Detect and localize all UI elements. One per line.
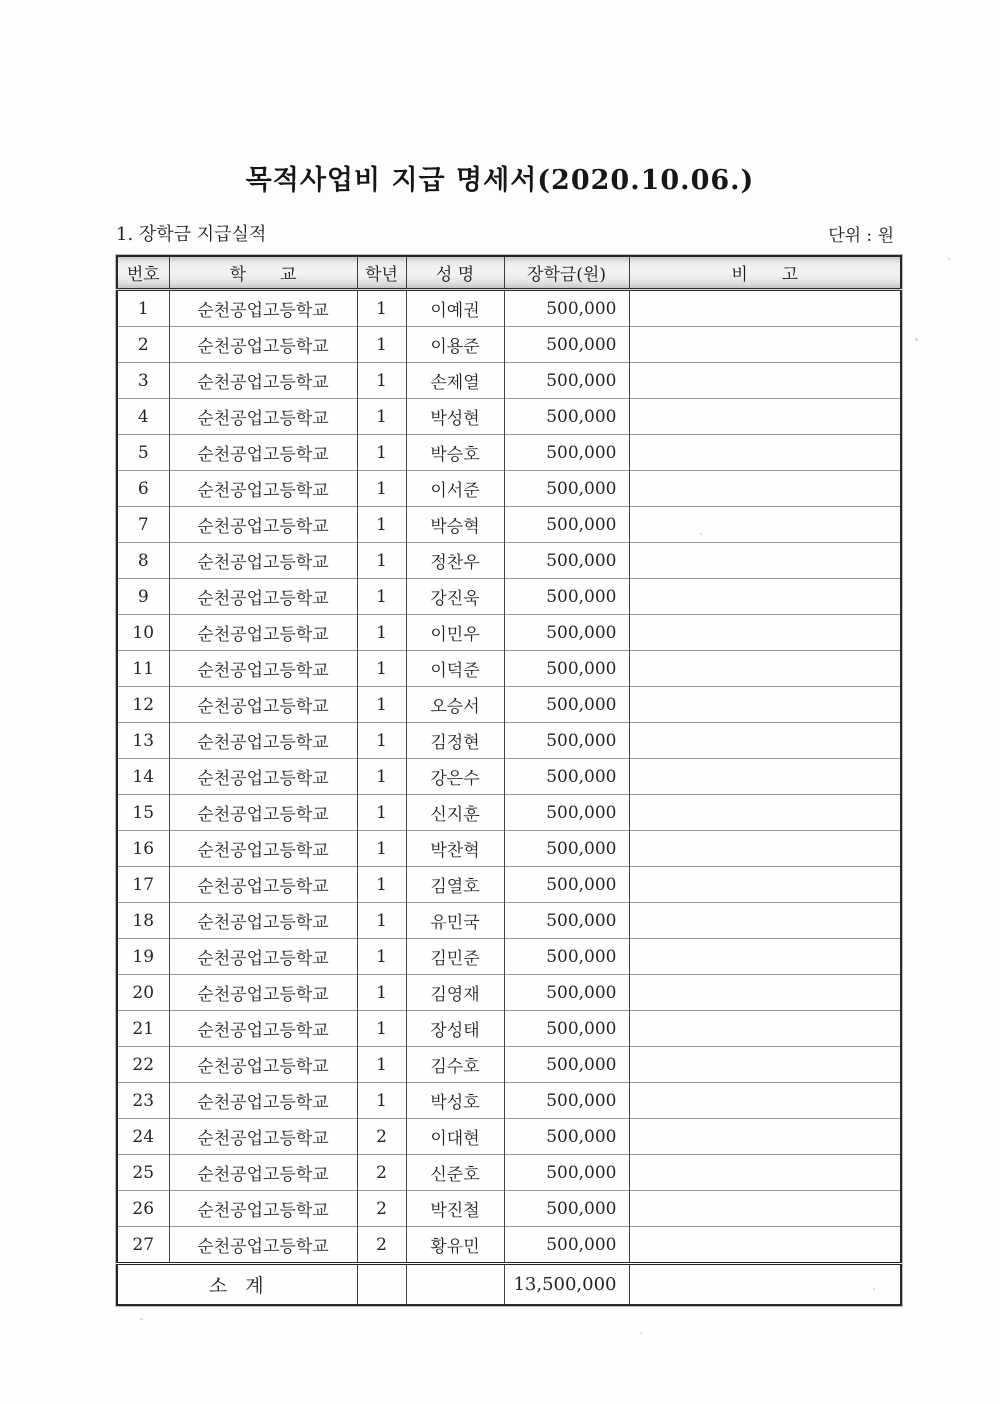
cell-school: 순천공업고등학교 bbox=[169, 1191, 357, 1227]
table-row bbox=[117, 903, 901, 939]
cell-amount: 500,000 bbox=[504, 975, 629, 1011]
cell-amount: 500,000 bbox=[504, 579, 629, 615]
cell-school: 순천공업고등학교 bbox=[169, 615, 357, 651]
cell-amount: 500,000 bbox=[504, 471, 629, 507]
cell-note bbox=[629, 831, 901, 867]
cell-school: 순천공업고등학교 bbox=[169, 1119, 357, 1155]
cell-school: 순천공업고등학교 bbox=[169, 543, 357, 579]
subtotal-label: 소 계 bbox=[117, 1264, 357, 1306]
cell-grade: 1 bbox=[357, 975, 406, 1011]
cell-grade: 1 bbox=[357, 471, 406, 507]
cell-amount: 500,000 bbox=[504, 759, 629, 795]
table-row bbox=[117, 1011, 901, 1047]
cell-name: 정찬우 bbox=[406, 543, 504, 579]
cell-name: 신지훈 bbox=[406, 795, 504, 831]
table-row bbox=[117, 939, 901, 975]
cell-no: 15 bbox=[117, 795, 169, 831]
cell-grade: 1 bbox=[357, 1011, 406, 1047]
table-row bbox=[117, 795, 901, 831]
cell-amount: 500,000 bbox=[504, 363, 629, 399]
cell-grade: 1 bbox=[357, 759, 406, 795]
cell-no: 23 bbox=[117, 1083, 169, 1119]
cell-school: 순천공업고등학교 bbox=[169, 795, 357, 831]
cell-note bbox=[629, 759, 901, 795]
cell-school: 순천공업고등학교 bbox=[169, 1155, 357, 1191]
cell-school: 순천공업고등학교 bbox=[169, 1047, 357, 1083]
header-name: 성 명 bbox=[406, 256, 504, 290]
cell-school: 순천공업고등학교 bbox=[169, 363, 357, 399]
cell-amount: 500,000 bbox=[504, 327, 629, 363]
cell-no: 5 bbox=[117, 435, 169, 471]
cell-note bbox=[629, 1119, 901, 1155]
cell-no: 10 bbox=[117, 615, 169, 651]
cell-note bbox=[629, 327, 901, 363]
cell-no: 8 bbox=[117, 543, 169, 579]
cell-school: 순천공업고등학교 bbox=[169, 579, 357, 615]
cell-name: 김영재 bbox=[406, 975, 504, 1011]
cell-amount: 500,000 bbox=[504, 1155, 629, 1191]
table-row bbox=[117, 615, 901, 651]
cell-no: 3 bbox=[117, 363, 169, 399]
cell-amount: 500,000 bbox=[504, 831, 629, 867]
cell-school: 순천공업고등학교 bbox=[169, 867, 357, 903]
table-row bbox=[117, 579, 901, 615]
cell-note bbox=[629, 399, 901, 435]
cell-note bbox=[629, 363, 901, 399]
cell-note bbox=[629, 543, 901, 579]
cell-note bbox=[629, 1011, 901, 1047]
table-row bbox=[117, 1047, 901, 1083]
cell-no: 27 bbox=[117, 1227, 169, 1264]
cell-grade: 2 bbox=[357, 1119, 406, 1155]
table-row bbox=[117, 1191, 901, 1227]
cell-school: 순천공업고등학교 bbox=[169, 507, 357, 543]
scan-speck bbox=[700, 533, 702, 535]
cell-no: 9 bbox=[117, 579, 169, 615]
unit-label: 단위 : 원 bbox=[828, 226, 894, 246]
header-grade: 학년 bbox=[357, 256, 406, 290]
cell-note bbox=[629, 1047, 901, 1083]
cell-grade: 1 bbox=[357, 615, 406, 651]
cell-amount: 500,000 bbox=[504, 687, 629, 723]
cell-no: 25 bbox=[117, 1155, 169, 1191]
cell-note bbox=[629, 687, 901, 723]
cell-school: 순천공업고등학교 bbox=[169, 1011, 357, 1047]
table-row bbox=[117, 471, 901, 507]
cell-note bbox=[629, 1227, 901, 1264]
table-row bbox=[117, 975, 901, 1011]
table-footer bbox=[117, 1264, 901, 1306]
cell-name: 박성호 bbox=[406, 1083, 504, 1119]
cell-note bbox=[629, 435, 901, 471]
cell-name: 이대현 bbox=[406, 1119, 504, 1155]
cell-amount: 500,000 bbox=[504, 1083, 629, 1119]
cell-school: 순천공업고등학교 bbox=[169, 290, 357, 327]
table-row bbox=[117, 867, 901, 903]
cell-grade: 1 bbox=[357, 795, 406, 831]
cell-note bbox=[629, 290, 901, 327]
cell-name: 오승서 bbox=[406, 687, 504, 723]
cell-name: 손제열 bbox=[406, 363, 504, 399]
cell-note bbox=[629, 1155, 901, 1191]
cell-no: 4 bbox=[117, 399, 169, 435]
cell-no: 19 bbox=[117, 939, 169, 975]
cell-amount: 500,000 bbox=[504, 399, 629, 435]
cell-school: 순천공업고등학교 bbox=[169, 1227, 357, 1264]
cell-amount: 500,000 bbox=[504, 867, 629, 903]
cell-name: 이예권 bbox=[406, 290, 504, 327]
scan-speck bbox=[640, 1332, 642, 1334]
cell-note bbox=[629, 615, 901, 651]
cell-amount: 500,000 bbox=[504, 651, 629, 687]
cell-amount: 500,000 bbox=[504, 939, 629, 975]
cell-no: 6 bbox=[117, 471, 169, 507]
table-body bbox=[117, 290, 901, 1264]
table-header bbox=[117, 256, 901, 290]
cell-name: 박승혁 bbox=[406, 507, 504, 543]
table-row bbox=[117, 651, 901, 687]
cell-no: 26 bbox=[117, 1191, 169, 1227]
cell-no: 20 bbox=[117, 975, 169, 1011]
cell-name: 황유민 bbox=[406, 1227, 504, 1264]
cell-amount: 500,000 bbox=[504, 903, 629, 939]
cell-note bbox=[629, 795, 901, 831]
cell-name: 유민국 bbox=[406, 903, 504, 939]
cell-school: 순천공업고등학교 bbox=[169, 399, 357, 435]
table-row bbox=[117, 399, 901, 435]
cell-no: 21 bbox=[117, 1011, 169, 1047]
cell-amount: 500,000 bbox=[504, 1011, 629, 1047]
cell-name: 이덕준 bbox=[406, 651, 504, 687]
cell-name: 박진철 bbox=[406, 1191, 504, 1227]
cell-name: 김정현 bbox=[406, 723, 504, 759]
cell-school: 순천공업고등학교 bbox=[169, 651, 357, 687]
cell-grade: 2 bbox=[357, 1155, 406, 1191]
cell-no: 1 bbox=[117, 290, 169, 327]
table-row bbox=[117, 831, 901, 867]
section-header bbox=[116, 220, 900, 246]
cell-grade: 1 bbox=[357, 507, 406, 543]
table-row bbox=[117, 1155, 901, 1191]
cell-note bbox=[629, 1083, 901, 1119]
cell-amount: 500,000 bbox=[504, 723, 629, 759]
cell-school: 순천공업고등학교 bbox=[169, 723, 357, 759]
cell-grade: 1 bbox=[357, 435, 406, 471]
cell-name: 이서준 bbox=[406, 471, 504, 507]
subtotal-row bbox=[117, 1264, 901, 1306]
cell-amount: 500,000 bbox=[504, 435, 629, 471]
cell-grade: 1 bbox=[357, 290, 406, 327]
cell-name: 신준호 bbox=[406, 1155, 504, 1191]
cell-grade: 1 bbox=[357, 579, 406, 615]
cell-grade: 1 bbox=[357, 1083, 406, 1119]
cell-amount: 500,000 bbox=[504, 1191, 629, 1227]
cell-note bbox=[629, 579, 901, 615]
cell-no: 11 bbox=[117, 651, 169, 687]
table-row bbox=[117, 435, 901, 471]
header-amount: 장학금(원) bbox=[504, 256, 629, 290]
section-heading: 1. 장학금 지급실적 bbox=[116, 224, 267, 245]
cell-name: 김열호 bbox=[406, 867, 504, 903]
cell-grade: 1 bbox=[357, 651, 406, 687]
cell-note bbox=[629, 507, 901, 543]
cell-amount: 500,000 bbox=[504, 507, 629, 543]
cell-name: 이용준 bbox=[406, 327, 504, 363]
cell-grade: 1 bbox=[357, 399, 406, 435]
scan-speck bbox=[873, 1288, 875, 1290]
cell-name: 박찬혁 bbox=[406, 831, 504, 867]
cell-note bbox=[629, 723, 901, 759]
cell-no: 12 bbox=[117, 687, 169, 723]
document-title: 목적사업비 지급 명세서(2020.10.06.) bbox=[245, 165, 755, 196]
cell-grade: 1 bbox=[357, 867, 406, 903]
cell-amount: 500,000 bbox=[504, 543, 629, 579]
scan-speck bbox=[140, 1318, 143, 1320]
table-row bbox=[117, 507, 901, 543]
cell-no: 18 bbox=[117, 903, 169, 939]
cell-school: 순천공업고등학교 bbox=[169, 435, 357, 471]
cell-name: 이민우 bbox=[406, 615, 504, 651]
table-row bbox=[117, 1083, 901, 1119]
table-row bbox=[117, 759, 901, 795]
cell-name: 강은수 bbox=[406, 759, 504, 795]
cell-name: 박성현 bbox=[406, 399, 504, 435]
cell-note bbox=[629, 939, 901, 975]
cell-name: 박승호 bbox=[406, 435, 504, 471]
cell-grade: 1 bbox=[357, 687, 406, 723]
cell-school: 순천공업고등학교 bbox=[169, 975, 357, 1011]
cell-amount: 500,000 bbox=[504, 1047, 629, 1083]
table-row bbox=[117, 723, 901, 759]
cell-name: 김민준 bbox=[406, 939, 504, 975]
subtotal-amount: 13,500,000 bbox=[504, 1264, 629, 1306]
cell-school: 순천공업고등학교 bbox=[169, 939, 357, 975]
cell-grade: 1 bbox=[357, 363, 406, 399]
subtotal-name-cell bbox=[406, 1264, 504, 1306]
cell-school: 순천공업고등학교 bbox=[169, 327, 357, 363]
table-row bbox=[117, 687, 901, 723]
cell-amount: 500,000 bbox=[504, 615, 629, 651]
cell-note bbox=[629, 651, 901, 687]
cell-amount: 500,000 bbox=[504, 1119, 629, 1155]
cell-grade: 1 bbox=[357, 831, 406, 867]
cell-no: 24 bbox=[117, 1119, 169, 1155]
table-row bbox=[117, 363, 901, 399]
cell-name: 강진욱 bbox=[406, 579, 504, 615]
scan-speck bbox=[948, 258, 950, 260]
cell-grade: 1 bbox=[357, 327, 406, 363]
cell-school: 순천공업고등학교 bbox=[169, 831, 357, 867]
table-row bbox=[117, 1119, 901, 1155]
cell-no: 2 bbox=[117, 327, 169, 363]
cell-grade: 1 bbox=[357, 543, 406, 579]
cell-grade: 1 bbox=[357, 1047, 406, 1083]
cell-grade: 1 bbox=[357, 903, 406, 939]
table-row bbox=[117, 1227, 901, 1264]
scholarship-table bbox=[116, 255, 902, 1306]
cell-school: 순천공업고등학교 bbox=[169, 759, 357, 795]
cell-school: 순천공업고등학교 bbox=[169, 471, 357, 507]
subtotal-grade-cell bbox=[357, 1264, 406, 1306]
cell-grade: 2 bbox=[357, 1191, 406, 1227]
header-note: 비 고 bbox=[629, 256, 901, 290]
cell-no: 14 bbox=[117, 759, 169, 795]
header-school: 학 교 bbox=[169, 256, 357, 290]
scan-speck bbox=[915, 338, 918, 341]
cell-no: 13 bbox=[117, 723, 169, 759]
header-row bbox=[117, 256, 901, 290]
cell-no: 16 bbox=[117, 831, 169, 867]
table-row bbox=[117, 327, 901, 363]
cell-amount: 500,000 bbox=[504, 1227, 629, 1264]
cell-note bbox=[629, 867, 901, 903]
cell-amount: 500,000 bbox=[504, 290, 629, 327]
cell-note bbox=[629, 1191, 901, 1227]
cell-note bbox=[629, 471, 901, 507]
table-row bbox=[117, 543, 901, 579]
header-no: 번호 bbox=[117, 256, 169, 290]
cell-school: 순천공업고등학교 bbox=[169, 1083, 357, 1119]
cell-no: 22 bbox=[117, 1047, 169, 1083]
cell-note bbox=[629, 975, 901, 1011]
cell-name: 김수호 bbox=[406, 1047, 504, 1083]
cell-grade: 1 bbox=[357, 723, 406, 759]
cell-grade: 1 bbox=[357, 939, 406, 975]
cell-note bbox=[629, 903, 901, 939]
cell-school: 순천공업고등학교 bbox=[169, 687, 357, 723]
cell-no: 17 bbox=[117, 867, 169, 903]
table-row bbox=[117, 290, 901, 327]
cell-school: 순천공업고등학교 bbox=[169, 903, 357, 939]
cell-name: 장성태 bbox=[406, 1011, 504, 1047]
cell-no: 7 bbox=[117, 507, 169, 543]
subtotal-note-cell bbox=[629, 1264, 901, 1306]
cell-amount: 500,000 bbox=[504, 795, 629, 831]
cell-grade: 2 bbox=[357, 1227, 406, 1264]
